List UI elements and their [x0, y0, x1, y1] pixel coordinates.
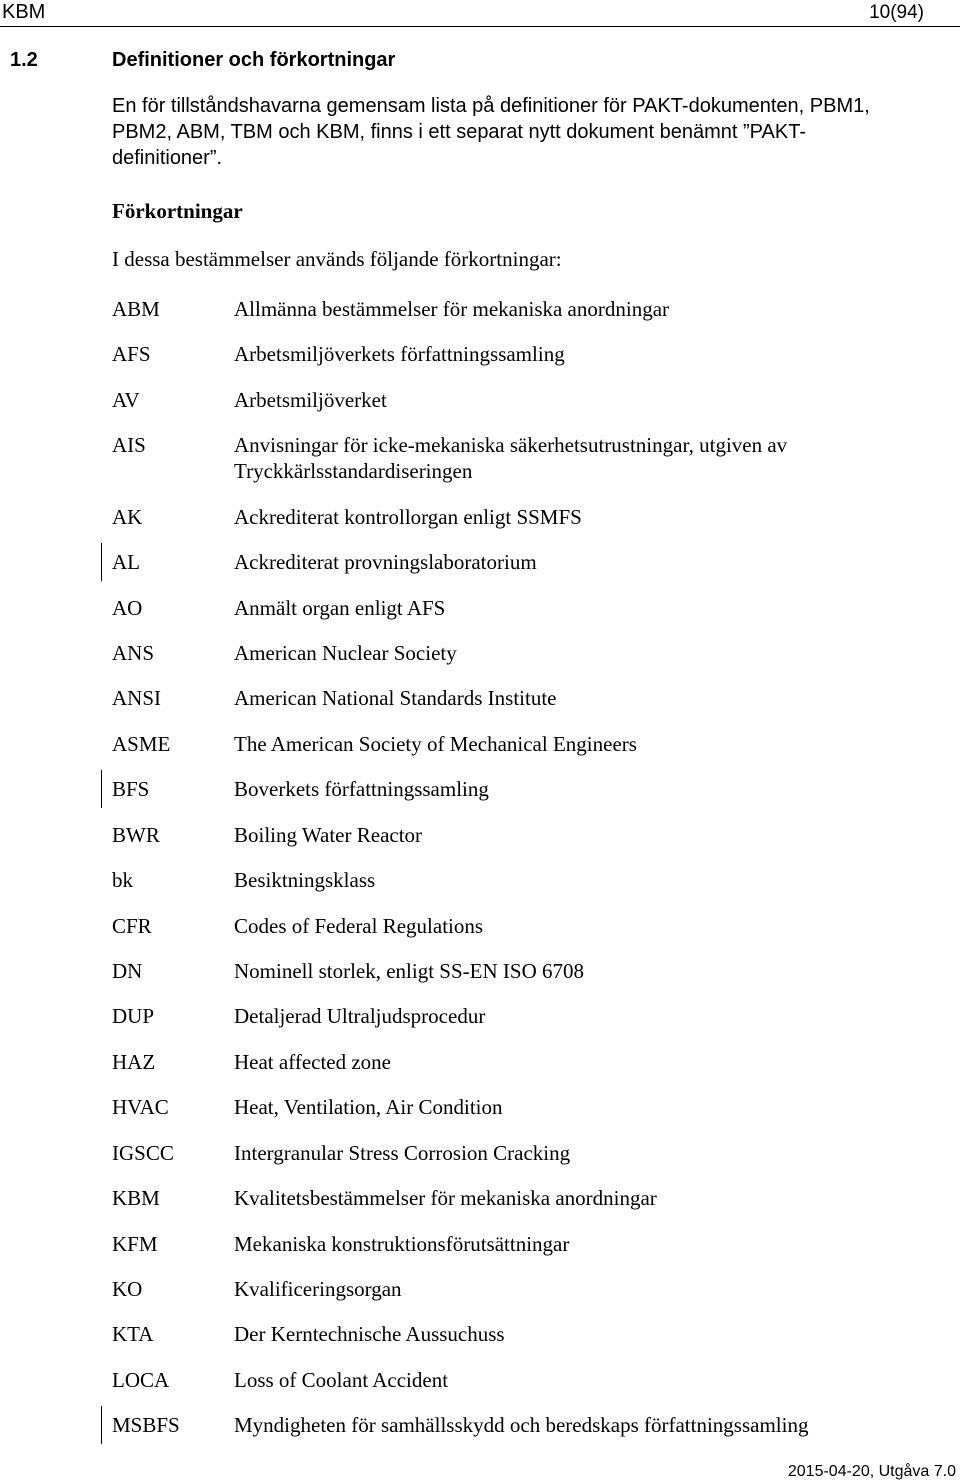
abbreviation-definition: Kvalitetsbestämmelser för mekaniska anordningar: [234, 1186, 657, 1210]
abbreviation-definition: Der Kerntechnische Aussuchuss: [234, 1322, 505, 1346]
abbreviation-term: KTA: [112, 1322, 154, 1346]
abbreviation-term: LOCA: [112, 1368, 170, 1392]
abbreviation-term: AO: [112, 596, 143, 620]
abbreviation-definition: Allmänna bestämmelser för mekaniska anordningar: [234, 297, 670, 321]
abbreviation-term: KBM: [112, 1186, 160, 1210]
abbreviation-term: AK: [112, 505, 143, 529]
abbreviation-definition: Detaljerad Ultraljudsprocedur: [234, 1004, 486, 1028]
header-page-number: 10(94): [869, 2, 924, 23]
intro-paragraph: En för tillståndshavarna gemensam lista på definitioner för PAKT-dokumenten, PBM1, PBM2, ABM, TBM och KBM, finns i ett separat nytt dokument benämnt ”PAKT-definitioner”.: [112, 95, 870, 169]
abbreviation-definition: Ackrediterat provningslaboratorium: [234, 550, 537, 574]
abbreviation-definition: American National Standards Institute: [234, 686, 557, 710]
abbreviation-term: BFS: [112, 777, 150, 801]
abbreviation-term: ASME: [112, 732, 171, 756]
abbreviation-definition: American Nuclear Society: [234, 641, 457, 665]
abbreviation-definition: The American Society of Mechanical Engineers: [234, 732, 637, 756]
abbreviation-term: bk: [112, 868, 133, 892]
subheading: Förkortningar: [112, 199, 243, 223]
abbreviation-definition: Anvisningar för icke-mekaniska säkerhetsutrustningar, utgiven av Tryckkärlsstandardiseringen: [234, 433, 788, 483]
abbreviation-definition: Mekaniska konstruktionsförutsättningar: [234, 1232, 570, 1256]
abbreviation-term: AFS: [112, 342, 151, 366]
abbreviation-term: KO: [112, 1277, 143, 1301]
abbreviation-term: BWR: [112, 823, 160, 847]
lead-sentence: I dessa bestämmelser används följande förkortningar:: [112, 247, 562, 271]
abbreviation-definition: Anmält organ enligt AFS: [234, 596, 446, 620]
abbreviation-term: HVAC: [112, 1095, 169, 1119]
abbreviation-definition: Codes of Federal Regulations: [234, 914, 484, 938]
header-document-name: KBM: [2, 1, 46, 23]
abbreviation-term: ABM: [112, 297, 160, 321]
abbreviation-term: HAZ: [112, 1050, 156, 1074]
abbreviation-definition: Heat, Ventilation, Air Condition: [234, 1095, 503, 1119]
abbreviation-term: AV: [112, 388, 140, 412]
change-bar: [101, 543, 102, 581]
abbreviation-definition: Kvalificeringsorgan: [234, 1277, 402, 1301]
change-bar: [101, 770, 102, 808]
section-title: Definitioner och förkortningar: [112, 49, 396, 71]
abbreviation-term: MSBFS: [112, 1413, 180, 1437]
abbreviation-term: ANS: [112, 641, 155, 665]
abbreviation-term: DUP: [112, 1004, 155, 1028]
abbreviation-term: CFR: [112, 914, 152, 938]
section-number: 1.2: [10, 49, 38, 71]
abbreviation-definition: Nominell storlek, enligt SS-EN ISO 6708: [234, 959, 584, 983]
abbreviation-definition: Besiktningsklass: [234, 868, 376, 892]
page-footer: 2015-04-20, Utgåva 7.0: [787, 1463, 956, 1480]
abbreviation-definition: Arbetsmiljöverket: [234, 388, 387, 412]
abbreviation-term: AL: [112, 550, 140, 574]
abbreviation-definition: Arbetsmiljöverkets författningssamling: [234, 342, 565, 366]
abbreviation-definition: Ackrediterat kontrollorgan enligt SSMFS: [234, 505, 582, 529]
abbreviation-term: KFM: [112, 1232, 158, 1256]
abbreviation-definition: Boverkets författningssamling: [234, 777, 489, 801]
change-bar: [101, 1406, 102, 1444]
abbreviation-definition: Intergranular Stress Corrosion Cracking: [234, 1141, 571, 1165]
abbreviation-definition: Heat affected zone: [234, 1050, 392, 1074]
abbreviation-definition: Loss of Coolant Accident: [234, 1368, 449, 1392]
abbreviation-definition: Boiling Water Reactor: [234, 823, 423, 847]
abbreviation-term: ANSI: [112, 686, 162, 710]
abbreviation-term: AIS: [112, 433, 146, 457]
abbreviation-definition: Myndigheten för samhällsskydd och beredskaps författningssamling: [234, 1413, 809, 1437]
abbreviation-term: IGSCC: [112, 1141, 174, 1165]
abbreviation-term: DN: [112, 959, 143, 983]
